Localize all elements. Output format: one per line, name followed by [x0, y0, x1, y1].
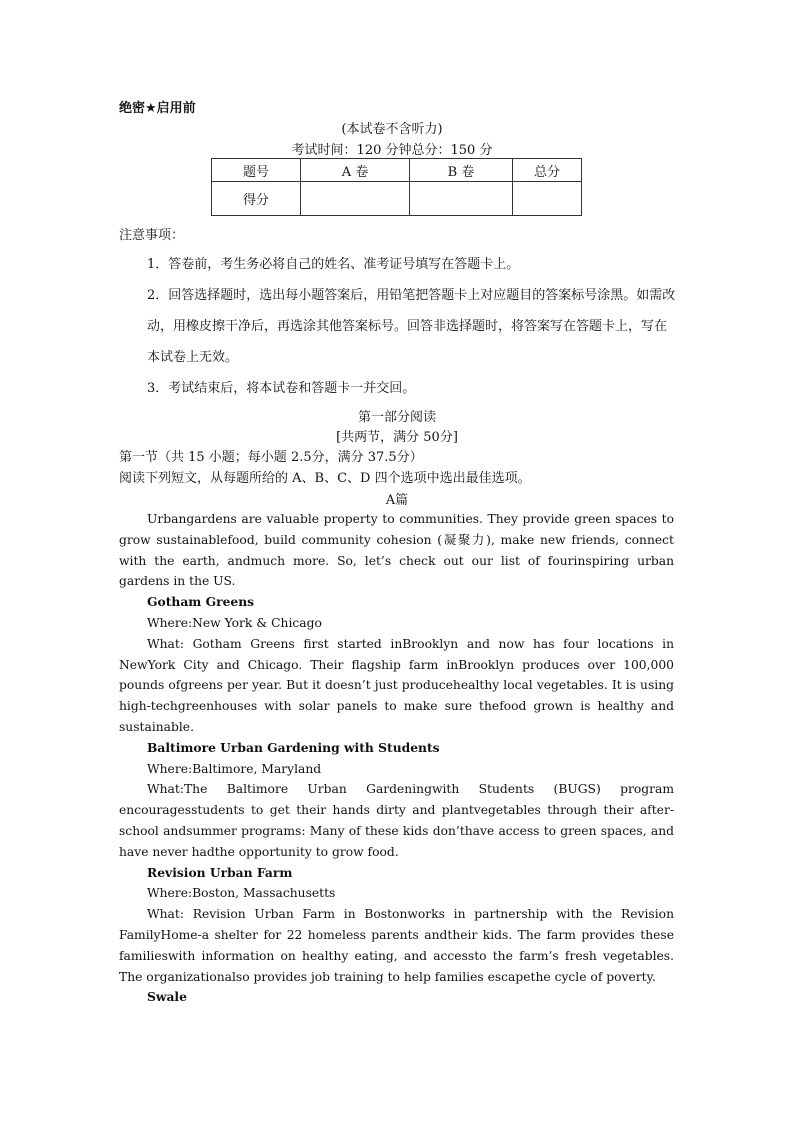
score-header-question-no: 题号 — [212, 159, 301, 182]
confidential-mark: 绝密★启用前 — [119, 101, 196, 116]
garden-1-what: What: Gotham Greens first started inBrooklyn and now has four locations in NewYork City and Chicago. Their flagship farm inBrooklyn produces over 100,000 pounds ofgreens per year. But it doesn’t just producehealthy local vegetables. It is using high-techgreenhouses with solar panels to make sure thefood grown is healthy and sustainable. — [119, 636, 674, 734]
score-table-row — [212, 182, 582, 216]
section-instruction: 阅读下列短文，从每题所给的 A、B、C、D 四个选项中选出最佳选项。 — [119, 471, 531, 486]
score-row-label: 得分 — [212, 182, 301, 216]
part-subtitle: [共两节，满分 50分] — [336, 430, 458, 445]
score-table-header-row — [212, 159, 582, 182]
note-item-1-text: 1．答卷前，考生务必将自己的姓名、准考证号填写在答题卡上。 — [147, 257, 520, 272]
passage-label: A篇 — [385, 493, 409, 508]
score-header-paper-b: B 卷 — [410, 159, 513, 182]
part-title: 第一部分阅读 — [357, 410, 436, 425]
note-item-2 — [119, 280, 679, 373]
no-listening-note: (本试卷不含听力) — [341, 122, 443, 137]
note-item-3 — [119, 373, 679, 404]
reading-passage — [119, 509, 674, 1008]
garden-3-where: Where:Boston, Massachusetts — [147, 886, 336, 901]
garden-1-name: Gotham Greens — [147, 594, 255, 610]
score-header-total: 总分 — [513, 159, 582, 182]
garden-3-what: What: Revision Urban Farm in Bostonworks in partnership with the Revision FamilyHome-a shelter for 22 homeless parents andtheir kids. The farm provides these familieswith information on healthy eating, and accessto the farm’s fresh vegetables. The organizationalso provides job training to help families escapethe cycle of poverty. — [119, 907, 674, 984]
score-cell-b[interactable] — [410, 182, 513, 216]
passage-intro: Urbangardens are valuable property to communities. They provide green spaces to grow sustainablefood, build community cohesion (凝聚力), make new friends, connect with the earth, andmuch more. So, let’s check out our list of fourinspiring urban gardens in the US. — [119, 512, 674, 589]
garden-1-where: Where:New York & Chicago — [147, 615, 322, 630]
note-item-3-text: 3．考试结束后，将本试卷和答题卡一并交回。 — [147, 381, 416, 396]
note-item-2-text: 2．回答选择题时，选出每小题答案后，用铅笔把答题卡上对应题目的答案标号涂黑。如需改动，用橡皮擦干净后，再选涂其他答案标号。回答非选择题时，将答案写在答题卡上，写在本试卷上无效。 — [147, 288, 676, 365]
exam-time-info: 考试时间：120 分钟总分：150 分 — [291, 143, 493, 158]
garden-4-name: Swale — [147, 989, 187, 1005]
score-header-paper-a: A 卷 — [301, 159, 410, 182]
garden-2-name: Baltimore Urban Gardening with Students — [147, 739, 440, 755]
garden-3-name: Revision Urban Farm — [147, 864, 293, 880]
notes-title: 注意事项： — [119, 228, 185, 243]
note-item-1 — [119, 249, 679, 280]
score-cell-a[interactable] — [301, 182, 410, 216]
section-title: 第一节（共 15 小题；每小题 2.5分，满分 37.5分） — [119, 450, 423, 465]
garden-2-what: What:The Baltimore Urban Gardeningwith Students (BUGS) program encouragesstudents to get their hands dirty and plantvegetables through their after-school andsummer programs: Many of these kids don’thave access to green spaces, and have never hadthe opportunity to grow food. — [119, 782, 674, 859]
score-cell-total[interactable] — [513, 182, 582, 216]
score-table — [211, 158, 582, 216]
garden-2-where: Where:Baltimore, Maryland — [147, 761, 322, 776]
